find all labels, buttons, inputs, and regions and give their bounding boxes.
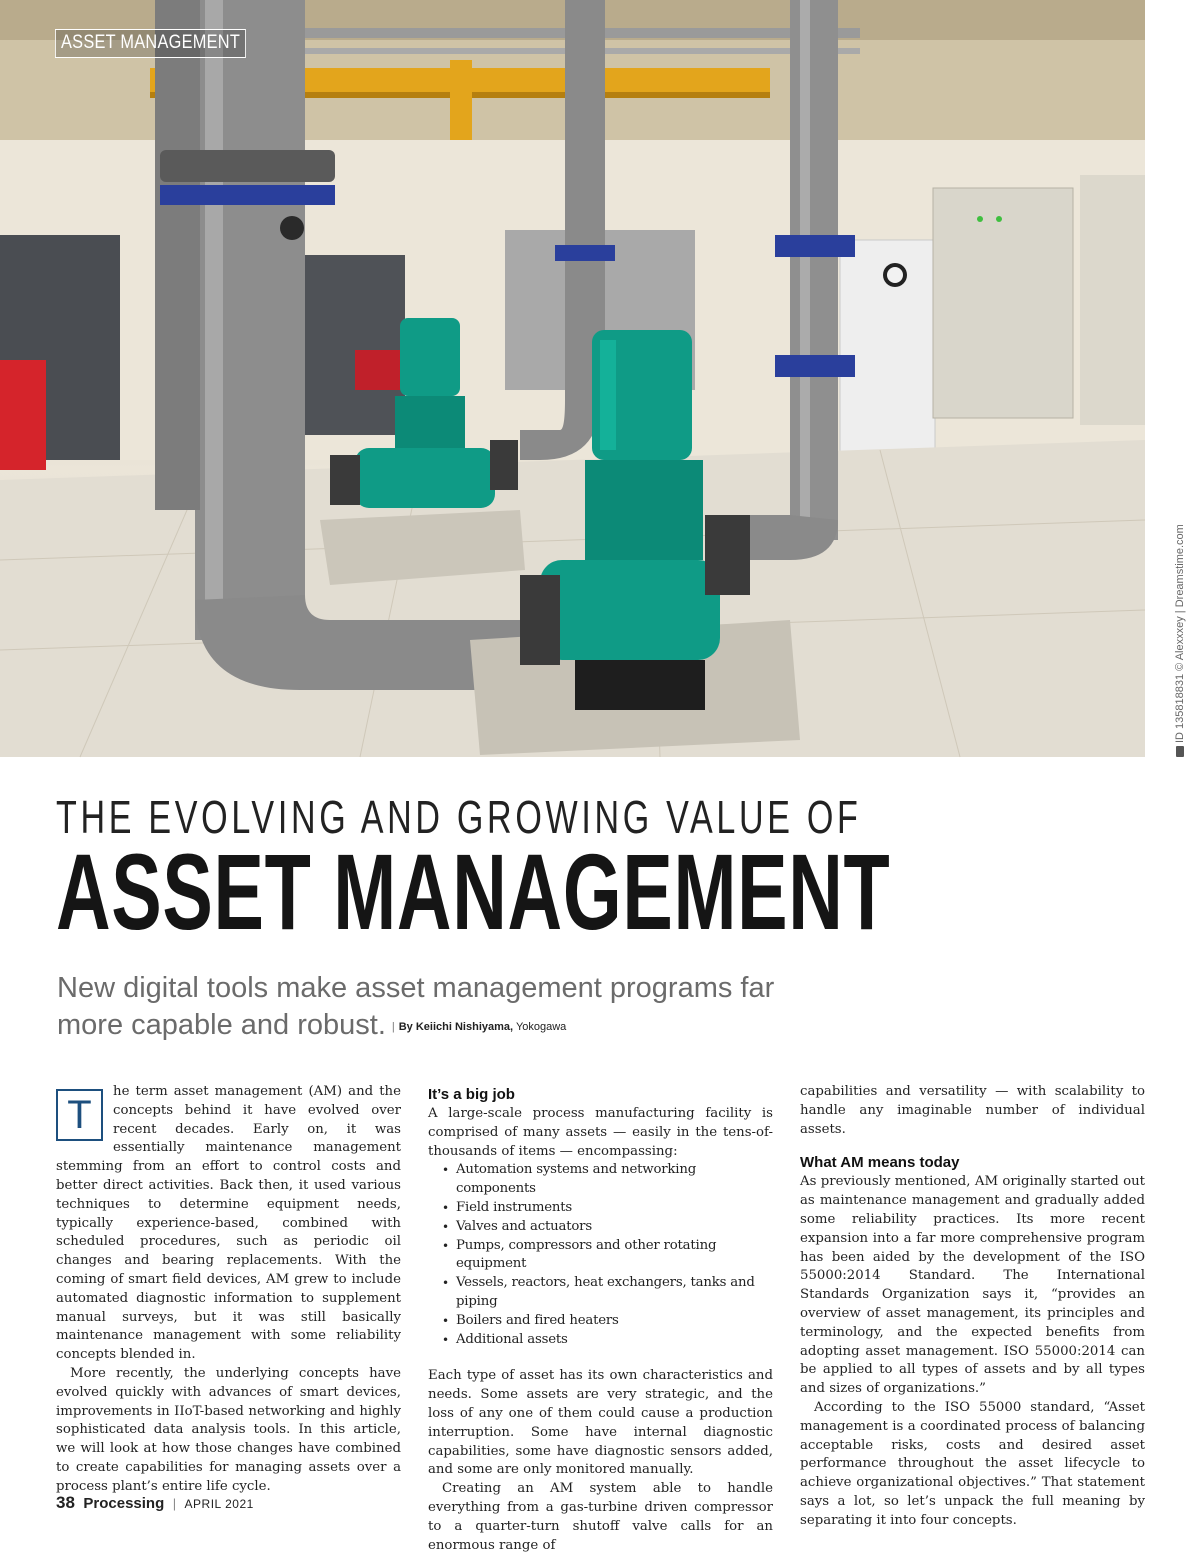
article-column-3 xyxy=(800,1083,1145,1531)
bullet-list xyxy=(440,1161,773,1349)
article-column-2 xyxy=(428,1083,773,1555)
byline xyxy=(392,1021,566,1033)
byline-separator: | xyxy=(391,1021,395,1033)
byline-author: Keiichi Nishiyama, xyxy=(415,1021,514,1033)
photo-credit-text: ID 135818831 © Alexxxey | Dreamstime.com xyxy=(1174,524,1186,743)
list-item: • Pumps, compressors and other rotating equipment xyxy=(440,1237,773,1275)
page-number: 38 xyxy=(56,1493,75,1512)
spacer xyxy=(428,1349,773,1367)
issue-date: APRIL 2021 xyxy=(184,1497,254,1511)
kicker: THE EVOLVING AND GROWING VALUE OF xyxy=(56,791,862,843)
hero-photo xyxy=(0,0,1145,757)
byline-company: Yokogawa xyxy=(515,1021,567,1033)
footer-separator: | xyxy=(172,1496,177,1511)
paragraph: As previously mentioned, AM originally started out as maintenance management and gradually added some reliability practices. Its more recent expansion into a far more comprehensive program has been aided by the development of the ISO 55000:2014 Standard. The International Standards Organization says it, “provides an overview of asset management, its principles and terminology, and the expected benefits from adopting asset management. ISO 55000:2014 can be applied to all types of assets and by all types and sizes of organizations.” xyxy=(800,1174,1145,1397)
list-item: • Field instruments xyxy=(440,1199,773,1218)
paragraph: According to the ISO 55000 standard, “Asset management is a coordinated process of balancing acceptable risks, costs and desired asset performance throughout the asset lifecycle to achieve organizational objectives.” That statement says a lot, so let’s unpack the full meaning by separating it into four concepts. xyxy=(800,1399,1145,1528)
headline: ASSET MANAGEMENT xyxy=(56,831,891,952)
photo-credit xyxy=(1172,524,1188,757)
paragraph: Each type of asset has its own characteristics and needs. Some assets are very strategic, and the loss of any one of them could cause a production interruption. Some have internal diagnostic capabilities, some have diagnostic sensors added, and some are only monitored manually. xyxy=(428,1368,773,1478)
list-item: • Vessels, reactors, heat exchangers, tanks and piping xyxy=(440,1274,773,1312)
section-heading: It’s a big job xyxy=(428,1086,515,1103)
section-heading: What AM means today xyxy=(800,1154,960,1172)
page-footer xyxy=(56,1493,254,1513)
paragraph: A large-scale process manufacturing facility is comprised of many assets — easily in the tens-of-thousands of items — encompassing: xyxy=(428,1106,773,1159)
paragraph: capabilities and versatility — with scalability to handle any imaginable number of individual assets. xyxy=(800,1084,1145,1137)
deck xyxy=(57,970,777,1050)
article-column-1 xyxy=(56,1083,401,1497)
drop-cap: T xyxy=(56,1089,103,1141)
paragraph: he term asset management (AM) and the concepts behind it have evolved over recent decades. Early on, it was essentially maintenance management stemming from an effort to control costs and better direct activities. Back then, it used various techniques to determine equipment needs, typically experience-based, combined with scheduled procedures, such as periodic oil changes and bearing replacements. With the coming of smart field devices, AM grew to include automated diagnostic information to supplement manual surveys, but it was still basically maintenance management with some reliability concepts blended in. xyxy=(56,1084,401,1363)
list-item: • Valves and actuators xyxy=(440,1218,773,1237)
magazine-name: Processing xyxy=(83,1495,165,1512)
list-item: • Additional assets xyxy=(440,1331,773,1350)
paragraph: Creating an AM system able to handle everything from a gas-turbine driven compressor to a quarter-turn shutoff valve calls for an enormous range of xyxy=(428,1481,773,1553)
section-tag: ASSET MANAGEMENT xyxy=(55,29,246,58)
byline-prefix: By xyxy=(398,1021,413,1033)
camera-icon xyxy=(1176,746,1184,757)
list-item: • Boilers and fired heaters xyxy=(440,1312,773,1331)
paragraph: More recently, the underlying concepts have evolved quickly with advances of smart devices, improvements in IIoT-based networking and highly sophisticated data analysis tools. In this article, we will look at how those changes have combined to create capabilities for managing assets over a process plant’s entire life cycle. xyxy=(56,1365,401,1494)
deck-text: New digital tools make asset management programs far more capable and robust. xyxy=(57,972,775,1041)
pump-room-illustration xyxy=(0,0,1145,757)
list-item: • Automation systems and networking components xyxy=(440,1161,773,1199)
